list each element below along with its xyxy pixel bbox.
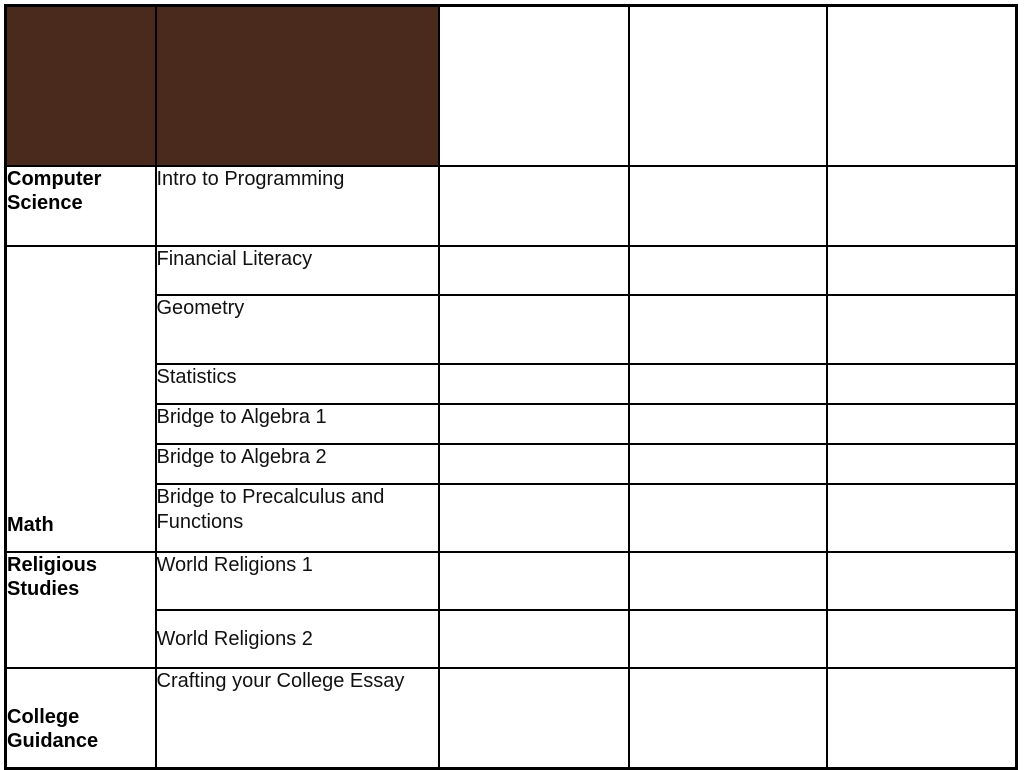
header-session-2-line-1: July 7 - [693,10,762,32]
header-session-1-line-1: June 16 - [490,10,577,32]
table-row [6,444,1017,484]
cell-world-religions-2-session-1 [439,610,629,668]
cell-financial-literacy-session-1 [439,246,629,295]
cell-intro-to-programming-session-3 [827,166,1017,246]
course-geometry: Geometry [156,295,439,364]
course-world-religions-1: World Religions 1 [156,552,439,610]
course-bridge-to-algebra-2: Bridge to Algebra 2 [156,444,439,484]
cell-bridge-to-precalculus-session-2 [629,484,827,552]
course-statistics: Statistics [156,364,439,404]
dept-religious-studies: Religious Studies [6,552,156,668]
header-session-2-line-2: July 24 [693,39,762,61]
cell-bridge-to-algebra-2-session-3 [827,444,1017,484]
cell-statistics-session-2 [629,364,827,404]
table-header-row [6,6,1017,167]
cell-bridge-to-precalculus-session-3 [827,484,1017,552]
cell-financial-literacy-session-2 [629,246,827,295]
course-bridge-to-algebra-1: Bridge to Algebra 1 [156,404,439,444]
header-course-blank [156,6,439,167]
cell-world-religions-1-session-3 [827,552,1017,610]
cell-bridge-to-algebra-1-session-1 [439,404,629,444]
dept-computer-science: Computer Science [6,166,156,246]
cell-statistics-session-3 [827,364,1017,404]
cell-crafting-essay-session-3 [827,668,1017,768]
dept-math: Math [6,246,156,552]
header-session-3-line-2: Aug 15 [887,39,955,61]
cell-intro-to-programming-session-1 [439,166,629,246]
header-session-2 [629,6,827,167]
cell-world-religions-1-session-1 [439,552,629,610]
summer-course-schedule-table [4,4,1018,770]
cell-world-religions-2-session-3 [827,610,1017,668]
table-row [6,364,1017,404]
course-financial-literacy: Financial Literacy [156,246,439,295]
cell-bridge-to-algebra-2-session-2 [629,444,827,484]
header-session-3 [827,6,1017,167]
table-row [6,552,1017,610]
header-session-1-line-2: July 3 [505,39,562,61]
cell-crafting-essay-session-1 [439,668,629,768]
cell-geometry-session-3 [827,295,1017,364]
cell-world-religions-1-session-2 [629,552,827,610]
cell-crafting-essay-session-2 [629,668,827,768]
table-row [6,246,1017,295]
table-row [6,166,1017,246]
course-bridge-to-precalculus-and-functions: Bridge to Precalculus and Functions [156,484,439,552]
table-row [6,668,1017,768]
header-session-1 [439,6,629,167]
table-row [6,484,1017,552]
cell-world-religions-2-session-2 [629,610,827,668]
course-world-religions-2: World Religions 2 [156,610,439,668]
cell-geometry-session-2 [629,295,827,364]
cell-bridge-to-algebra-2-session-1 [439,444,629,484]
cell-bridge-to-precalculus-session-1 [439,484,629,552]
header-session-1-line-3: **no classes [474,68,593,90]
course-intro-to-programming: Intro to Programming [156,166,439,246]
cell-intro-to-programming-session-2 [629,166,827,246]
table-row [6,404,1017,444]
header-session-1-line-5: July 4** [497,126,570,148]
course-crafting-your-college-essay: Crafting your College Essay [156,668,439,768]
header-session-3-line-1: Aug 4- [890,10,953,32]
header-department-blank [6,6,156,167]
table-row [6,295,1017,364]
cell-bridge-to-algebra-1-session-2 [629,404,827,444]
cell-financial-literacy-session-3 [827,246,1017,295]
cell-statistics-session-1 [439,364,629,404]
cell-geometry-session-1 [439,295,629,364]
cell-bridge-to-algebra-1-session-3 [827,404,1017,444]
header-session-1-line-4: June 19 or [483,97,584,119]
table-row [6,610,1017,668]
dept-college-guidance: College Guidance [6,668,156,768]
